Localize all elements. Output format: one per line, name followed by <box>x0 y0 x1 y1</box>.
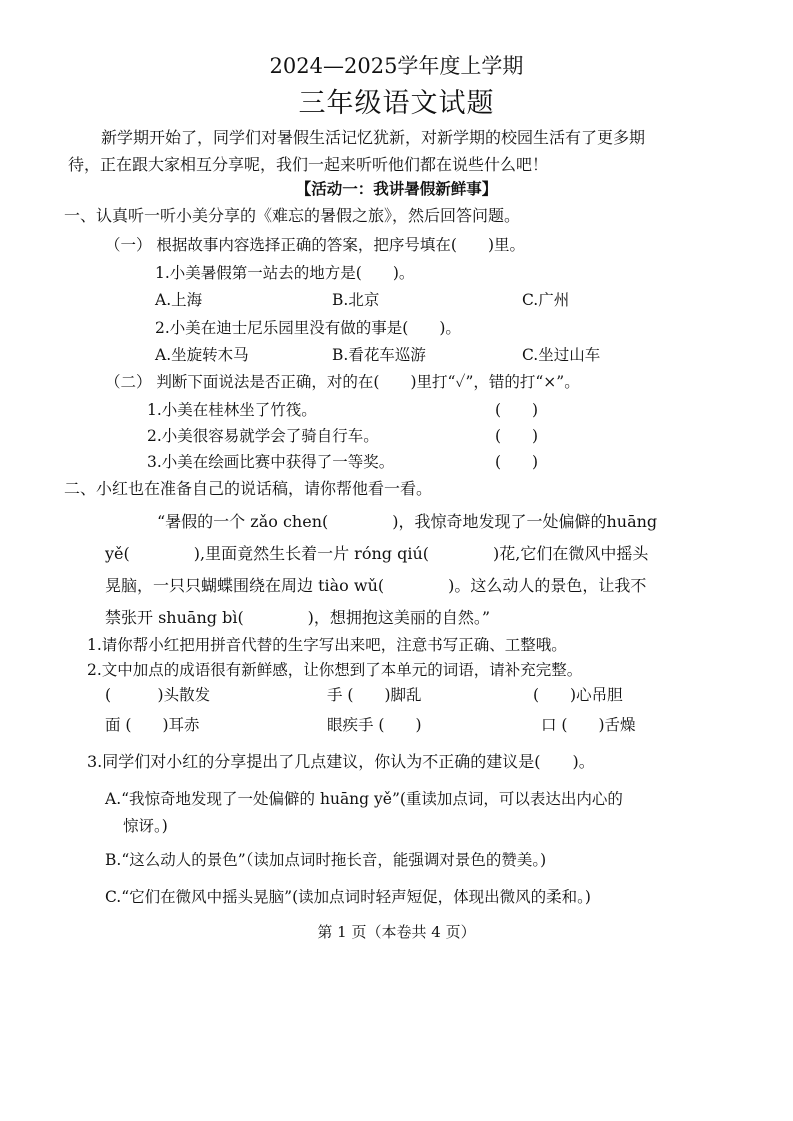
option-a-line-1: A.“我惊奇地发现了一处偏僻的 huāng yě”(重读加点词，可以表达出内心的 <box>105 790 623 808</box>
q1-part2-instruction: （二） 判断下面说法是否正确，对的在( )里打“✓”，错的打“×”。 <box>105 373 580 391</box>
idiom-5: 眼疾手 ( ) <box>327 716 422 734</box>
judge-blank-2[interactable]: ( ) <box>495 427 539 445</box>
option-b: B.“这么动人的景色”（读加点词时拖长音，能强调对景色的赞美。) <box>105 851 547 869</box>
intro-line-2: 待，正在跟大家相互分享呢，我们一起来听听他们都在说些什么吧！ <box>68 155 549 174</box>
q1-item1-option-a: A.上海 <box>155 291 203 309</box>
passage-line-2: yě( ),里面竟然生长着一片 róng qiú( )花,它们在微风中摇头 <box>105 544 649 563</box>
q2-sub3: 3.同学们对小红的分享提出了几点建议，你认为不正确的建议是( )。 <box>87 752 595 771</box>
option-a-line-2: 惊讶。) <box>123 817 168 835</box>
q1-item2-option-c: C.坐过山车 <box>522 346 601 364</box>
page-footer: 第 1 页（本卷共 4 页） <box>317 923 476 941</box>
q2-stem: 二、小红也在准备自己的说话稿，请你帮他看一看。 <box>64 479 433 498</box>
passage-line-3: 晃脑，一只只蝴蝶围绕在周边 tiào wǔ( )。这么动人的景色，让我不 <box>105 576 647 595</box>
idiom-1: ( )头散发 <box>105 686 211 704</box>
intro-line-1: 新学期开始了，同学们对暑假生活记忆犹新，对新学期的校园生活有了更多期 <box>101 128 646 147</box>
q1-item1: 1.小美暑假第一站去的地方是( )。 <box>155 264 415 282</box>
passage-line-4: 禁张开 shuāng bì( )，想拥抱这美丽的自然。” <box>105 608 491 627</box>
q1-item1-option-c: C.广州 <box>522 291 570 309</box>
q1-item2: 2.小美在迪士尼乐园里没有做的事是( )。 <box>155 319 461 337</box>
idiom-6: 口 ( )舌燥 <box>541 716 636 734</box>
q1-stem: 一、认真听一听小美分享的《难忘的暑假之旅》，然后回答问题。 <box>64 206 521 225</box>
q1-item2-option-b: B.看花车巡游 <box>332 346 426 364</box>
judge-item-2: 2.小美很容易就学会了骑自行车。 <box>147 427 379 445</box>
page-title: 三年级语文试题 <box>298 88 495 119</box>
passage-line-1: “暑假的一个 zǎo chen( )，我惊奇地发现了一处偏僻的huāng <box>157 512 658 531</box>
q1-item1-option-b: B.北京 <box>332 291 380 309</box>
year-line: 2024—2025学年度上学期 <box>269 54 524 78</box>
judge-item-3: 3.小美在绘画比赛中获得了一等奖。 <box>147 453 395 471</box>
judge-blank-3[interactable]: ( ) <box>495 453 539 471</box>
q2-sub1: 1.请你帮小红把用拼音代替的生字写出来吧，注意书写正确、工整哦。 <box>87 636 567 654</box>
idiom-4: 面 ( )耳赤 <box>105 716 200 734</box>
activity-heading: 【活动一：我讲暑假新鲜事】 <box>295 179 498 198</box>
idiom-3: ( )心吊胆 <box>533 686 623 704</box>
judge-item-1: 1.小美在桂林坐了竹筏。 <box>147 401 317 419</box>
q1-item2-option-a: A.坐旋转木马 <box>155 346 249 364</box>
q2-sub2: 2.文中加点的成语很有新鲜感，让你想到了本单元的词语，请补充完整。 <box>87 661 583 679</box>
q1-part1-instruction: （一） 根据故事内容选择正确的答案，把序号填在( )里。 <box>105 236 526 254</box>
judge-blank-1[interactable]: ( ) <box>495 401 539 419</box>
option-c: C.“它们在微风中摇头晃脑”(读加点词时轻声短促，体现出微风的柔和。) <box>105 888 591 906</box>
idiom-2: 手 ( )脚乱 <box>327 686 422 704</box>
